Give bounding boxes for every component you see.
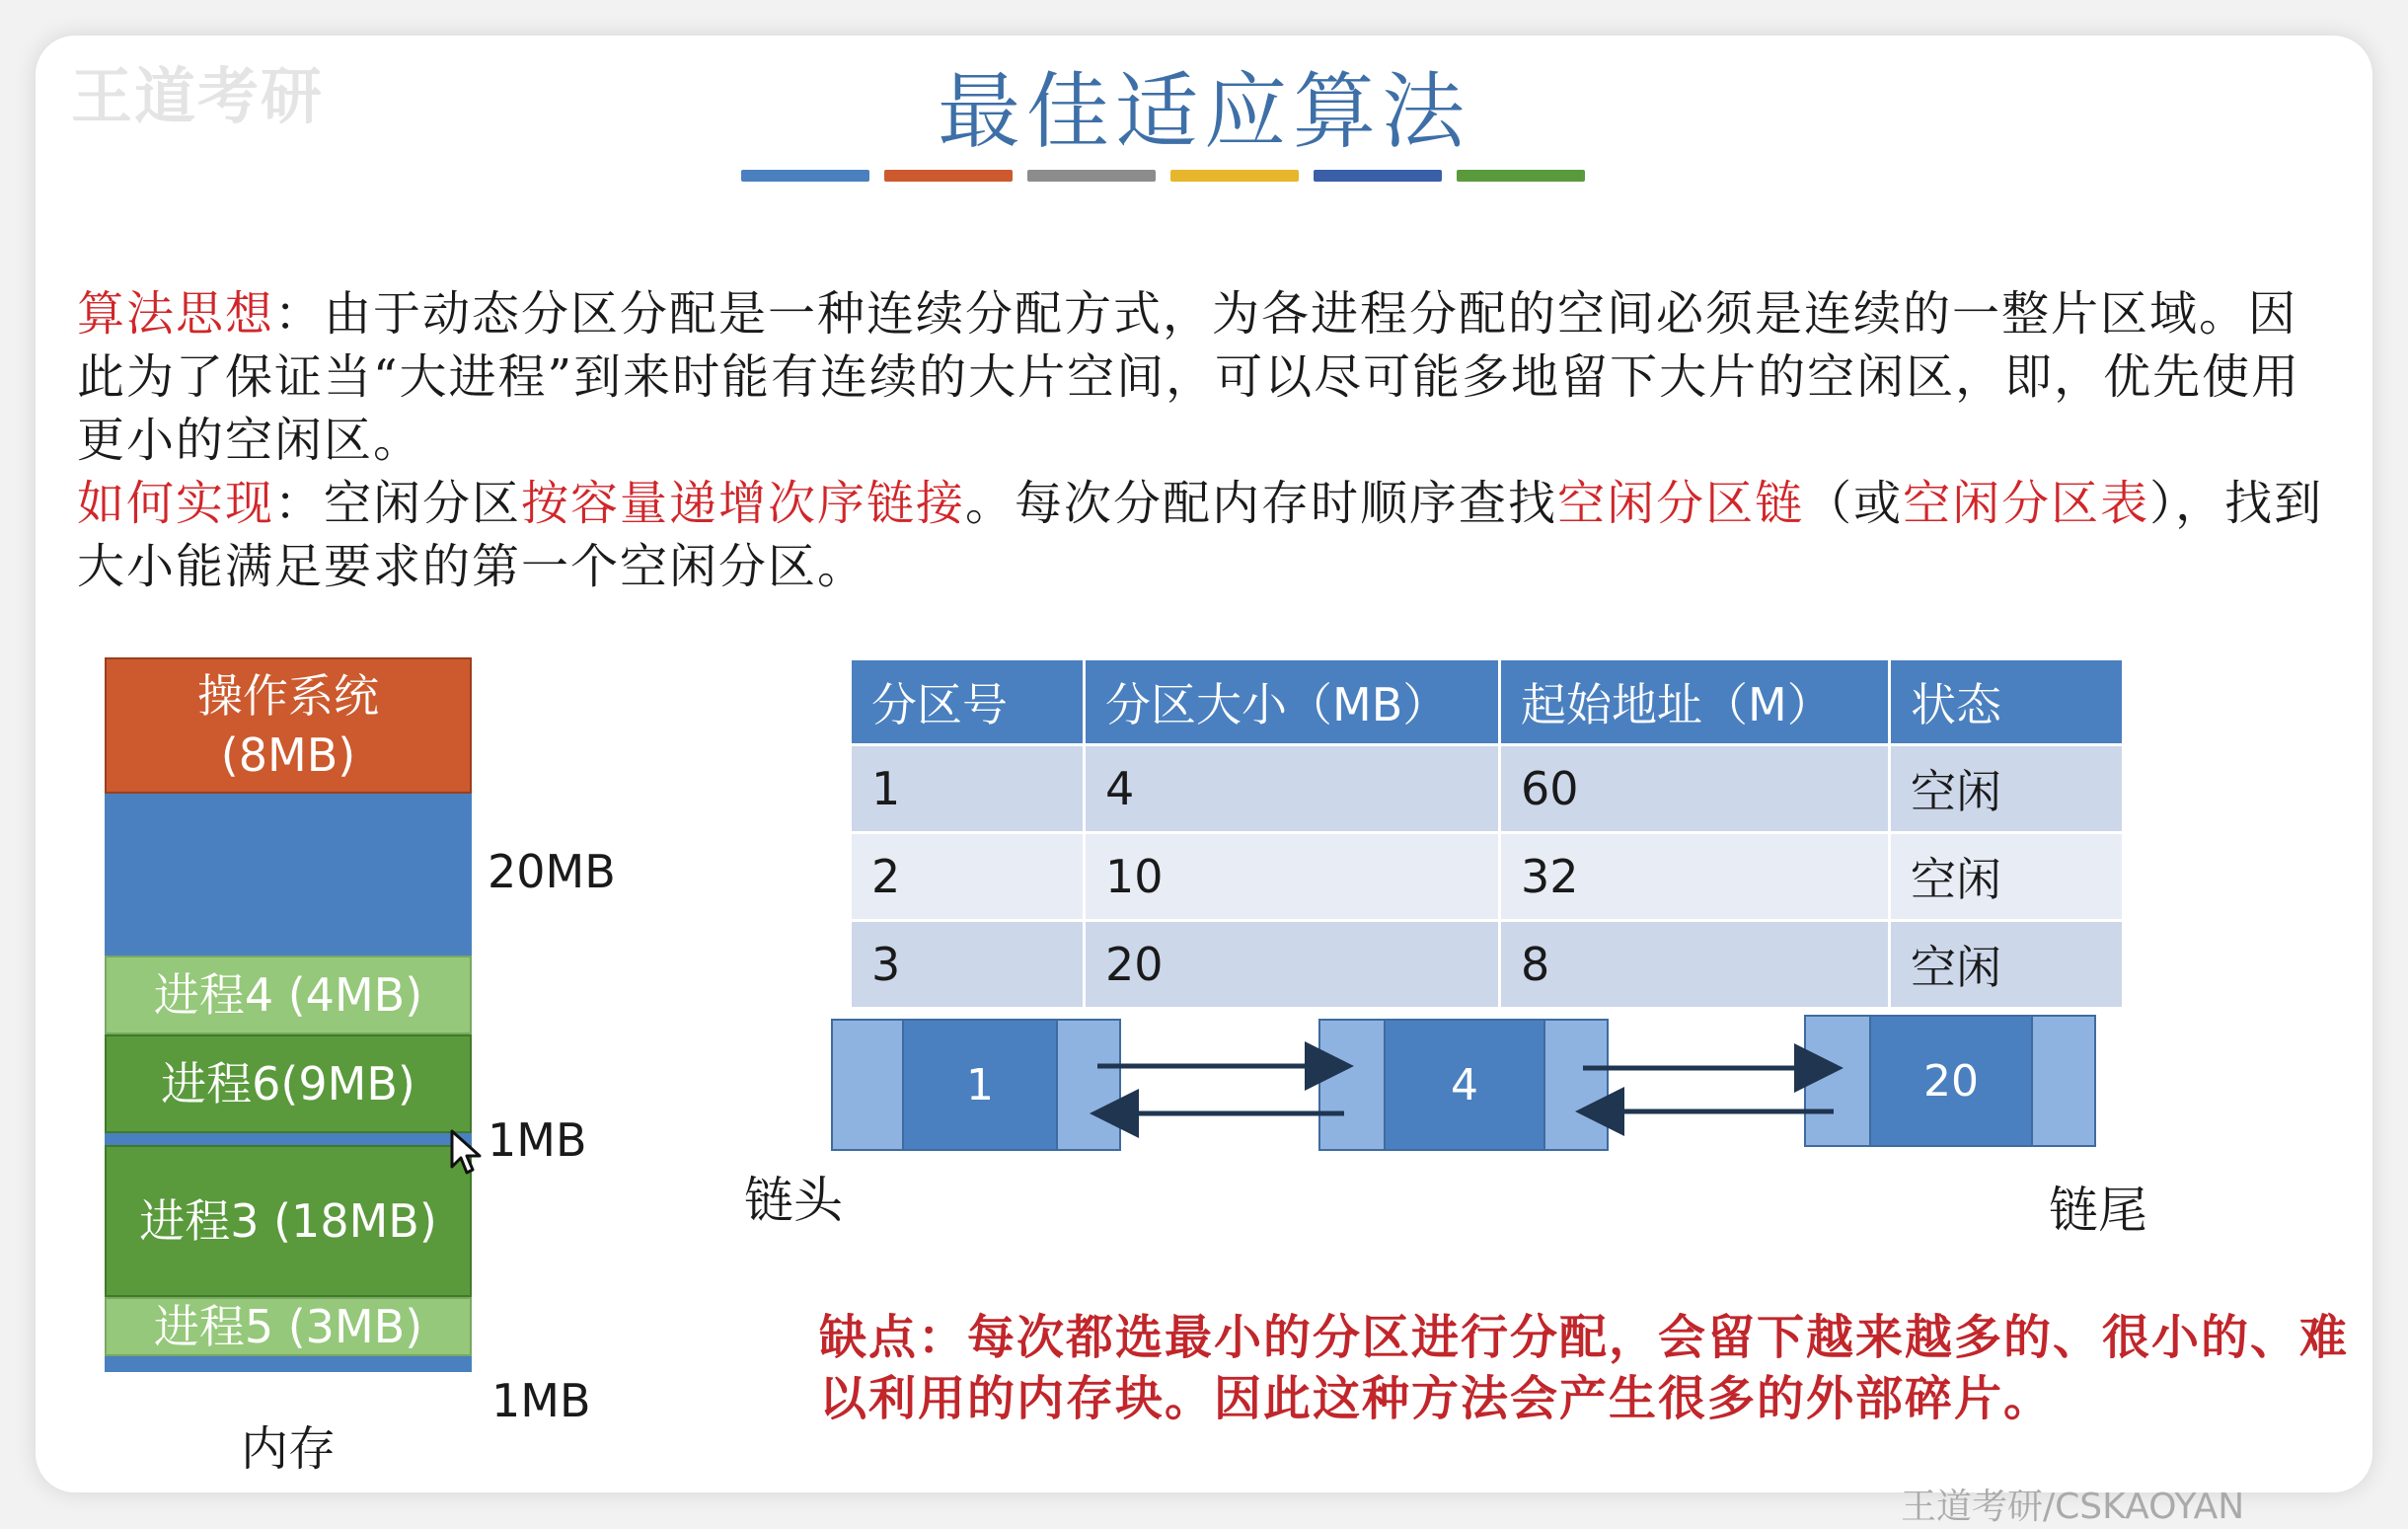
- impl-text-3: （或: [1804, 476, 1904, 531]
- page-title: 最佳适应算法: [937, 63, 1470, 160]
- idea-text: ：由于动态分区分配是一种连续分配方式，为各进程分配的空间必须是连续的一整片区域。因此为了保证当“大进程”到来时能有连续的大片空间，可以尽可能多地留下大片的空闲区，即，优先使用更小的空闲区。: [77, 286, 2301, 468]
- watermark-logo: 王道考研: [71, 60, 325, 132]
- impl-highlight-2: 空闲分区链: [1557, 476, 1805, 531]
- impl-text-1: ：空闲分区: [274, 476, 522, 531]
- slide: [36, 36, 2372, 1527]
- memory-block-process-6: 进程6(9MB): [105, 1034, 472, 1133]
- table-cell: 10: [1085, 833, 1500, 921]
- table-cell: 32: [1500, 833, 1890, 921]
- table-header-cell: 分区大小（MB）: [1085, 659, 1500, 745]
- table-cell: 1: [851, 745, 1085, 833]
- impl-label: 如何实现: [77, 476, 275, 531]
- table-cell: 3: [851, 921, 1085, 1009]
- list-tail-label: 链尾: [2049, 1182, 2147, 1239]
- footer-watermark: 王道考研/CSKAOYAN: [1901, 1487, 2245, 1527]
- impl-highlight-3: 空闲分区表: [1903, 476, 2150, 531]
- drawback-note: 缺点：每次都选最小的分区进行分配，会留下越来越多的、很小的、难以利用的内存块。因此这种方法会产生很多的外部碎片。: [819, 1310, 2350, 1426]
- node-value: 4: [1384, 1019, 1545, 1151]
- table-cell: 8: [1500, 921, 1890, 1009]
- memory-block-process-3: 进程3 (18MB): [105, 1145, 472, 1297]
- table-header-cell: 状态: [1890, 659, 2124, 745]
- table-cell: 空闲: [1890, 833, 2124, 921]
- impl-highlight-1: 按容量递增次序链接: [521, 476, 966, 531]
- memory-caption: 内存: [240, 1421, 336, 1477]
- memory-block-process-5: 进程5 (3MB): [105, 1297, 472, 1356]
- table-header-cell: 分区号: [851, 659, 1085, 745]
- table-cell: 20: [1085, 921, 1500, 1009]
- memory-block-process-4: 进程4 (4MB): [105, 956, 472, 1034]
- table-cell: 空闲: [1890, 921, 2124, 1009]
- list-arrows: [36, 36, 2372, 1492]
- table-cell: 2: [851, 833, 1085, 921]
- node-value: 1: [902, 1019, 1058, 1151]
- idea-label: 算法思想: [77, 286, 275, 342]
- size-label-20mb: 20MB: [488, 845, 616, 898]
- size-label-1mb-b: 1MB: [491, 1374, 591, 1427]
- table-header-cell: 起始地址（M）: [1500, 659, 1890, 745]
- table-cell: 60: [1500, 745, 1890, 833]
- impl-text-4: ），找到大小能满足要求的第一个空闲分区。: [77, 476, 2324, 594]
- node-value: 20: [1869, 1015, 2033, 1147]
- table-cell: 空闲: [1890, 745, 2124, 833]
- table-cell: 4: [1085, 745, 1500, 833]
- list-head-label: 链头: [744, 1172, 843, 1229]
- size-label-1mb-a: 1MB: [488, 1113, 587, 1167]
- memory-block-os: 操作系统 (8MB): [105, 657, 472, 794]
- impl-text-2: 。每次分配内存时顺序查找: [965, 476, 1558, 531]
